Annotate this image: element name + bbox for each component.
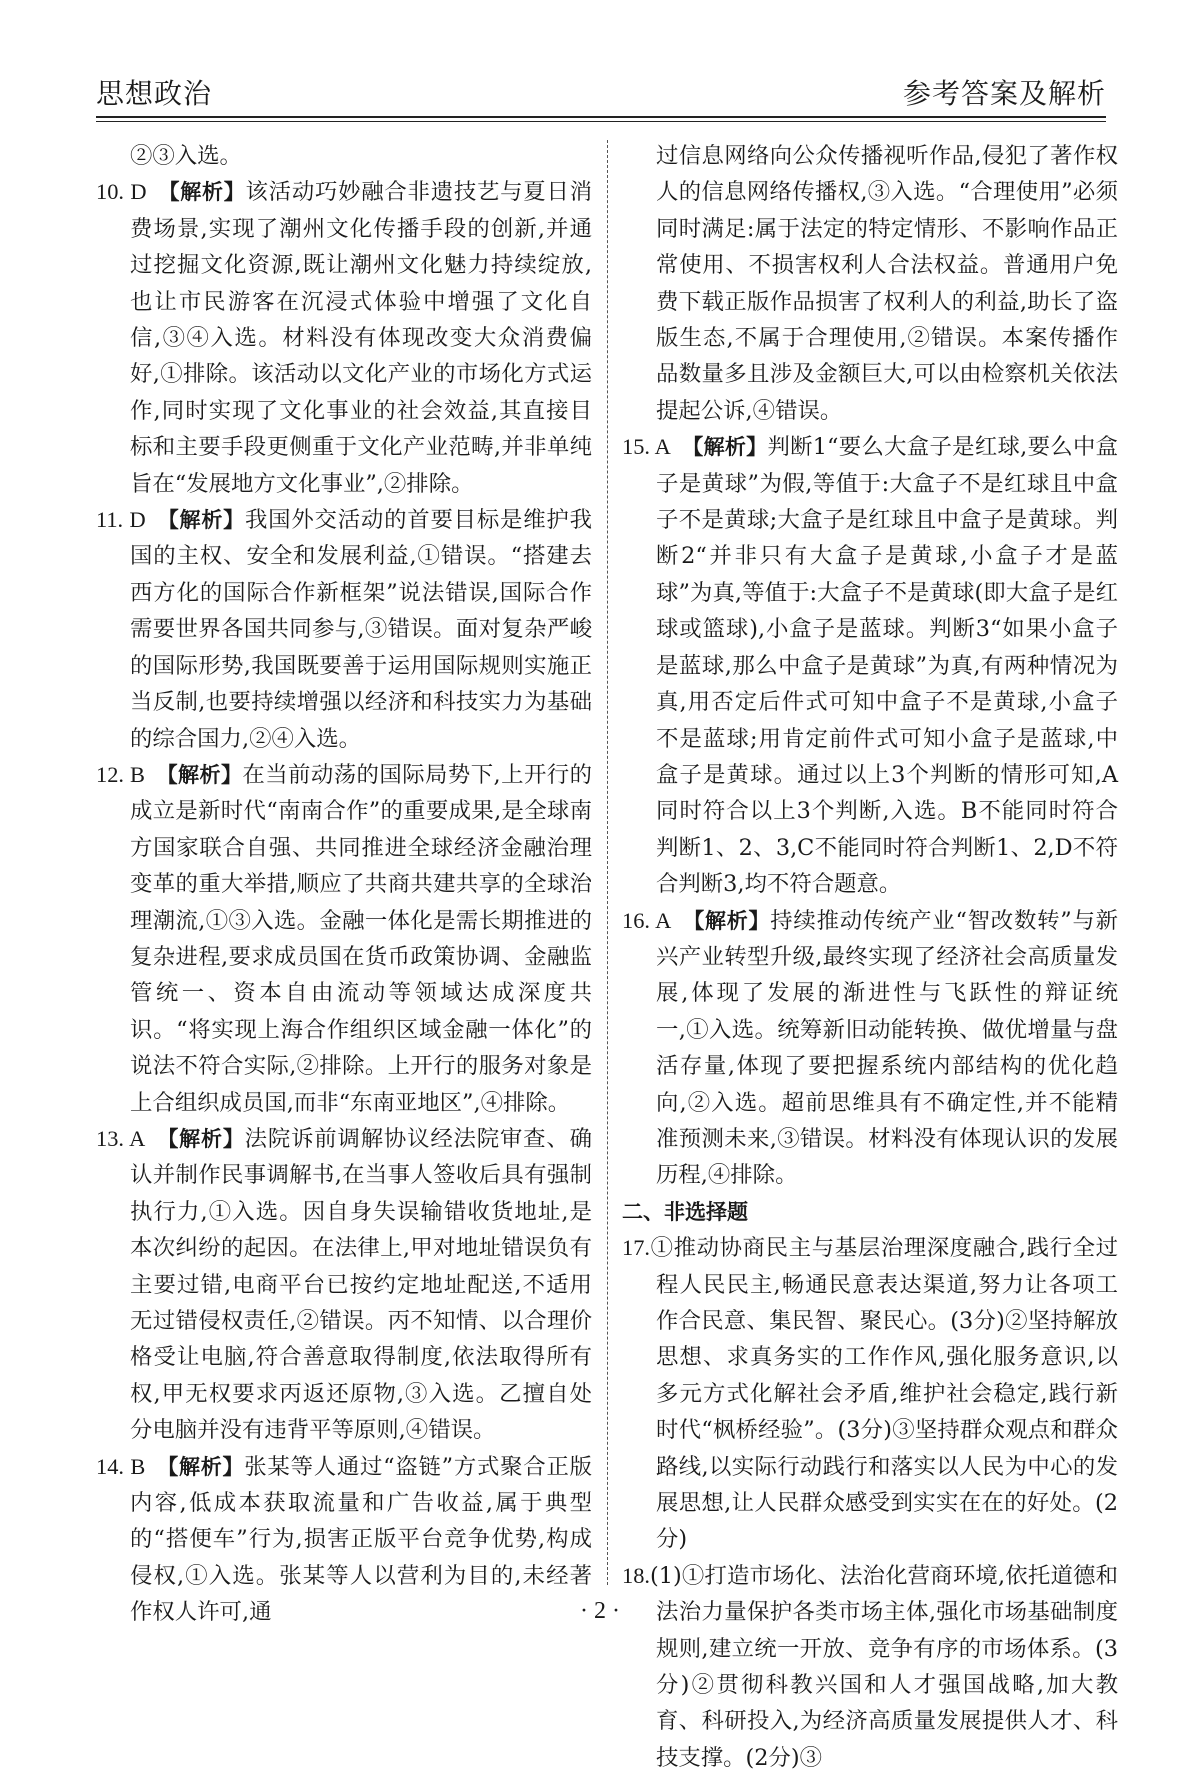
answer-number: 14. B [96, 1453, 146, 1479]
answer-number: 17. [622, 1235, 650, 1261]
answer-text: 张某等人通过“盗链”方式聚合正版内容,低成本获取流量和广告收益,属于典型的“搭便车”行为,损害正版平台竞争优势,构成侵权,①入选。张某等人以营利为目的,未经著作权人许可,通 [130, 1453, 592, 1626]
left-column [96, 138, 592, 1631]
document-title: 参考答案及解析 [902, 77, 1106, 110]
answer-number: 12. B [96, 761, 145, 787]
answer-item [622, 903, 1118, 1194]
page-number: · 2 · [580, 1598, 620, 1624]
answer-number: 13. A [96, 1125, 146, 1151]
answer-text: 持续推动传统产业“智改数转”与新兴产业转型升级,最终实现了经济社会高质量发展,体现了发展的渐进性与飞跃性的辩证统一,①入选。统筹新旧动能转换、做优增量与盘活存量,体现了要把握系统内部结构的优化趋向,②入选。超前思维具有不确定性,并不能精准预测未来,③错误。材料没有体现认识的发展历程,④排除。 [656, 907, 1118, 1189]
analysis-tag: 【解析】 [157, 180, 246, 205]
analysis-tag: 【解析】 [682, 908, 771, 933]
answer-text: 该活动巧妙融合非遗技艺与夏日消费场景,实现了潮州文化传播手段的创新,并通过挖掘文化资源,既让潮州文化魅力持续绽放,也让市民游客在沉浸式体验中增强了文化自信,③④入选。材料没有体现改变大众消费偏好,①排除。该活动以文化产业的市场化方式运作,同时实现了文化事业的社会效益,其直接目标和主要手段更侧重于文化产业范畴,并非单纯旨在“发展地方文化事业”,②排除。 [130, 179, 592, 497]
answer-number: 16. A [622, 907, 672, 933]
right-column [622, 138, 1118, 1776]
page-header [96, 72, 1106, 118]
answer-item [96, 174, 592, 502]
analysis-tag: 【解析】 [682, 435, 768, 460]
column-divider [607, 140, 608, 1585]
answer-number: 11. D [96, 507, 146, 533]
answer-item [96, 502, 592, 757]
answer-continuation: ②③入选。 [130, 143, 242, 169]
analysis-tag: 【解析】 [156, 762, 243, 787]
header-rule [96, 116, 1106, 118]
answer-item [622, 1558, 1118, 1776]
answer-text: 在当前动荡的国际局势下,上开行的成立是新时代“南南合作”的重要成果,是全球南方国家联合自强、共同推进全球经济金融治理变革的重大举措,顺应了共商共建共享的全球治理潮流,①③入选。金融一体化是需长期推进的复杂进程,要求成员国在货币政策协调、金融监管统一、资本自由流动等领域达成深度共识。“将实现上海合作组织区域金融一体化”的说法不符合实际,②排除。上开行的服务对象是上合组织成员国,而非“东南亚地区”,④排除。 [130, 761, 592, 1116]
subject-title: 思想政治 [96, 77, 213, 110]
section-heading: 二、非选择题 [622, 1199, 748, 1224]
answer-continuation: 过信息网络向公众传播视听作品,侵犯了著作权人的信息网络传播权,③入选。“合理使用”必须同时满足:属于法定的特定情形、不影响作品正常使用、不损害权利人合法权益。普通用户免费下载正版作品损害了权利人的利益,助长了盗版生态,不属于合理使用,②错误。本案传播作品数量多且涉及金额巨大,可以由检察机关依法提起公诉,④错误。 [656, 143, 1118, 424]
answer-text: 判断1“要么大盒子是红球,要么中盒子是黄球”为假,等值于:大盒子不是红球且中盒子不是黄球;大盒子是红球且中盒子是黄球。判断2“并非只有大盒子是黄球,小盒子才是蓝球”为真,等值于:大盒子不是黄球(即大盒子是红球或篮球),小盒子是蓝球。判断3“如果小盒子是蓝球,那么中盒子是黄球”为真,有两种情况为真,用否定后件式可知中盒子不是黄球,小盒子不是蓝球;用肯定前件式可知小盒子是蓝球,中盒子是黄球。通过以上3个判断的情形可知,A同时符合以上3个判断,入选。B不能同时符合判断1、2、3,C不能同时符合判断1、2,D不符合判断3,均不符合题意。 [656, 434, 1119, 898]
answer-item [96, 1121, 592, 1449]
answer-text: (1)①打造市场化、法治化营商环境,依托道德和法治力量保护各类市场主体,强化市场基础制度规则,建立统一开放、竞争有序的市场体系。(3分)②贯彻科教兴国和人才强国战略,加大教育、科研投入,为经济高质量发展提供人才、科技支撑。(2分)③ [650, 1562, 1118, 1771]
answer-number: 18. [622, 1562, 650, 1588]
answer-text: 我国外交活动的首要目标是维护我国的主权、安全和发展利益,①错误。“搭建去西方化的国际合作新框架”说法错误,国际合作需要世界各国共同参与,③错误。面对复杂严峻的国际形势,我国既要善于运用国际规则实施正当反制,也要持续增强以经济和科技实力为基础的综合国力,②④入选。 [130, 507, 592, 752]
analysis-tag: 【解析】 [156, 1126, 245, 1151]
answer-item [96, 757, 592, 1121]
header-rule-thin [96, 121, 1106, 122]
analysis-tag: 【解析】 [156, 508, 245, 533]
answer-item [622, 1230, 1118, 1558]
answer-number: 10. D [96, 179, 147, 205]
answer-number: 15. A [622, 434, 671, 460]
analysis-tag: 【解析】 [156, 1454, 245, 1479]
answer-text: ①推动协商民主与基层治理深度融合,践行全过程人民民主,畅通民意表达渠道,努力让各项工作合民意、集民智、聚民心。(3分)②坚持解放思想、求真务实的工作作风,强化服务意识,以多元方式化解社会矛盾,维护社会稳定,践行新时代“枫桥经验”。(3分)③坚持群众观点和群众路线,以实际行动践行和落实以人民为中心的发展思想,让人民群众感受到实实在在的好处。(2分) [650, 1235, 1118, 1553]
answer-text: 法院诉前调解协议经法院审查、确认并制作民事调解书,在当事人签收后具有强制执行力,①入选。因自身失误输错收货地址,是本次纠纷的起因。在法律上,甲对地址错误负有主要过错,电商平台已按约定地址配送,不适用无过错侵权责任,②错误。丙不知情、以合理价格受让电脑,符合善意取得制度,依法取得所有权,甲无权要求丙返还原物,③入选。乙擅自处分电脑并没有违背平等原则,④错误。 [130, 1125, 593, 1444]
answer-item [622, 429, 1118, 902]
